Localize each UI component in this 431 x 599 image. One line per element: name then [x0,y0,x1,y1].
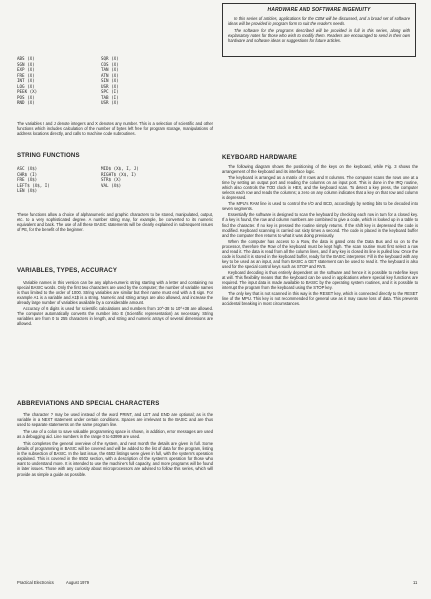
string-functions-paragraph: These functions allow a choice of alphanumeric and graphic characters to be stored, manipulated, output, etc. to a very sophisticated degree. A number string may, for example, be converted to its numeric equivalent and back. The use of all these BASIC statements will be clearly explained in subsequent issues of PE, for the benefit of the beginner. [17,212,213,233]
function-entry: USR (X) [101,83,119,89]
function-entry: LOG (X) [17,83,35,89]
function-entry: SQR (X) [101,56,119,61]
function-entry [101,189,171,194]
variables-section [17,280,213,326]
function-entry: SIN (X) [101,78,119,83]
box-paragraph: In this series of articles, applications for the CBM will be discussed, and a broad set of software ideas will be provided in program form to suit the reader's needs. [228,16,410,26]
keyboard-paragraph: The keyboard is arranged as a matrix of 8 rows and 8 columns. The computer scans the rows one at a time by setting an output port and reading the columns on an input port. This is done in the IRQ routine, which also controls the TOD clock in HEX, and the keyboard scan. To detect a key press, the computer selects each row and reads the columns; a zero on any column indicates that a key on that row and column is depressed. [222,175,418,201]
string-functions-table [17,167,213,194]
keyboard-paragraph: The only key that is not scanned in this way is the RESET key, which is connected directly to the RESET line of the MPU. This key is not recommended for general use as it may cause loss of data. This prevents accidental breaking in most circumstances. [222,291,418,307]
footer-page-number: 11 [413,580,418,585]
function-entry: ASC (X$) [17,166,38,171]
keyboard-hardware-heading: KEYBOARD HARDWARE [222,154,297,161]
function-entry: ATN (X) [101,72,119,78]
function-entry: MID$ (X$, I, J) [101,166,139,171]
function-entry: STR$ (X) [101,177,122,182]
function-entry: TAN (X) [101,67,119,72]
abbreviations-paragraph: The character ? may be used instead of the word PRINT, and LET and END are optional; as is the variable in a NEXT statement under certain conditions. Spaces are irrelevant to the BASIC and are thus used to separate statements on the same program line. [17,412,213,428]
function-entry: CHR$ (I) [17,171,38,177]
keyboard-paragraph: Keyboard decoding is thus entirely dependent on the software and hence it is possible to redefine keys at will. This flexibility means that the keyboard can be used in applications where special key functions are required. The input data is made available to BASIC by the operating system routines, and it is possible to interrupt the program from the keyboard using the STOP key. [222,269,418,291]
abbreviations-paragraph: The use of a colon to save valuable programming space is shown, in addition, error messages are used as a debugging aid. Line numbers in the range 0 to 63999 are used. [17,429,213,440]
keyboard-section [222,164,418,306]
left-column [17,0,213,599]
abbreviations-paragraph: This completes the general overview of the system, and next month the details are given in full. Some details of programming in BASIC will be covered and will be added to the list of data for the program, listing in the subsection of BASIC. In the last issue, the 6502 listings were given in full, with the system's operation explained. This is covered in the 6502 section, with a description of the system's operation for those who want to understand more. It is intended to use the machine's full capacity, and more programs will be found in later issues. Those with any curiosity about microprocessors are advised to follow this series, which will provide as simple a guide as possible. [17,441,213,477]
keyboard-paragraph: When the computer has access to a Row, the data is gated onto the Data Bus and so on to the processor, therefore the Row of the keyboard must be kept high. The scan routine must first select a row and read it. The data is read from all the column lines, and if any key is closed its line is pulled low. Once the code is found it is stored in the keyboard buffer, ready for the BASIC interpreter. Fill in the keyboard with any key to be used as an input, and from BASIC a GET statement can be used to read it. The keyboard is also used for the special control keys such as STOP and RVS. [222,238,418,269]
function-entry: FRE (X$) [17,177,38,182]
numeric-functions-paragraph: The variables I and J denote integers and X denotes any number. This is a selection of scientific and other functions which includes calculation of the number of bytes left free for program storage, manipulations of address locations directly, and calls to machine code subroutines. [17,121,213,137]
box-paragraph: The software for the programs described will be provided in full in this series, along with explanatory notes for those who wish to modify them. Readers are encouraged to send in their own hardware and software ideas or suggestions for future articles. [228,28,410,43]
variables-heading: VARIABLES, TYPES, ACCURACY [17,267,118,274]
string-functions-heading: STRING FUNCTIONS [17,152,80,159]
numeric-functions-table [17,57,213,106]
keyboard-paragraph: The following diagram shows the positioning of the keys on the keyboard, while Fig. 3 shows the arrangement of the keyboard and its interface logic. [222,164,418,175]
function-entry: SPC (I) [101,89,119,94]
function-entry: USR (X) [101,100,119,105]
keyboard-paragraph: Essentially the software is designed to scan the keyboard by checking each row in turn for a closed key. If a key is found, the row and column numbers are combined to give a code, which is looked up in a table to find the character. If no key is pressed the routine simply returns. If the shift key is depressed the code is modified. Keyboard scanning is carried out sixty times a second. The code is placed in the keyboard buffer and the computer then returns to what it was doing previously. [222,212,418,238]
abbreviations-section [17,412,213,477]
variables-paragraph: Variable names in this version can be any alpha-numeric string starting with a letter and containing no special BASIC words. Only the first two characters are used by the computer; the number of variable names is thus limited to the order of 1000. String variables are similar but their name must end with a $ sign. For example A1 is a variable and A1$ is a string. Numeric and string arrays are also allowed, and increase the already large number of variables available by a considerable amount. [17,280,213,306]
footer-issue-date: August 1979 [66,580,89,585]
box-title: HARDWARE AND SOFTWARE INGENUITY [267,7,371,13]
function-entry: FRE (X) [17,72,35,78]
variables-paragraph: Accuracy of 6 digits is used for scientific calculations and numbers from 10^-38 to 10^+38 are allowed. The computer automatically converts the number into E (Scientific representation) as necessary. String variables are from 0 to 255 characters in length, and string and numeric arrays of several dimensions are allowed. [17,306,213,327]
function-entry: POS (X) [17,94,35,100]
keyboard-paragraph: The MPU's RAM line is used to control the I/O and BCD, accordingly by setting bits to be decoded into seven segments. [222,201,418,212]
function-entry: VAL (X$) [101,182,122,188]
function-entry: RND (X) [17,100,35,105]
function-entry: LEFT$ (X$, I) [17,182,50,188]
function-entry: LEN (X$) [17,188,38,193]
right-column [222,0,418,599]
abbreviations-heading: ABBREVIATIONS AND SPECIAL CHARACTERS [17,400,160,407]
function-entry: TAB (I) [101,94,119,100]
footer-magazine-name: Practical Electronics [17,580,54,585]
function-entry: EXP (X) [17,67,35,72]
hardware-software-box [222,3,416,57]
function-entry: ABS (X) [17,56,35,61]
function-entry: SGN (X) [17,61,35,67]
function-entry: PEEK (X) [17,89,38,94]
function-entry: COS (X) [101,61,119,67]
function-entry: INT (X) [17,78,35,83]
function-entry: RIGHT$ (X$, I) [101,171,137,177]
